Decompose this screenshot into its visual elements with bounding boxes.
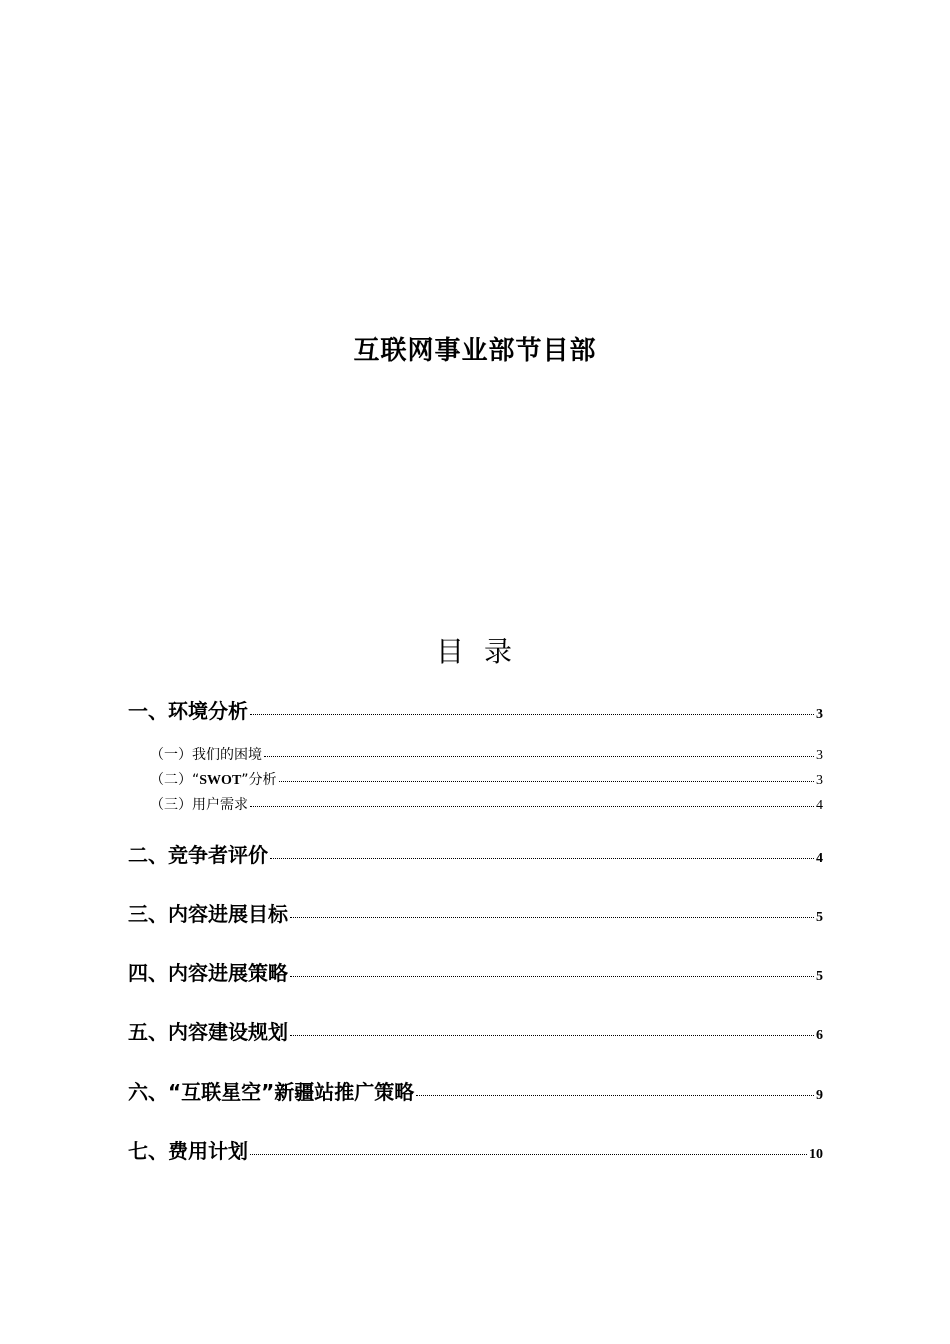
toc-entry-label (150, 769, 277, 789)
toc-entry-user-needs[interactable] (128, 794, 823, 814)
toc-entry-page: 10 (809, 1147, 823, 1162)
toc-entry-label: 六、“互联星空”新疆站推广策略 (128, 1080, 415, 1104)
toc-entry-content-goals[interactable] (128, 898, 823, 927)
toc-leader-dots (250, 806, 814, 807)
toc-entry-content-planning[interactable] (128, 1016, 823, 1045)
toc-heading (0, 630, 950, 670)
toc-label-suffix: ”分析 (241, 772, 277, 788)
toc-entry-label: 二、竞争者评价 (128, 843, 268, 867)
toc-entry-page: 3 (816, 748, 823, 763)
toc-entry-cost-plan[interactable] (128, 1135, 823, 1164)
toc-entry-label: 七、费用计划 (128, 1139, 248, 1163)
toc-heading-right: 录 (484, 635, 515, 668)
toc-entry-label: 一、环境分析 (128, 699, 248, 723)
toc-entry-environment-analysis[interactable] (128, 695, 823, 724)
toc-leader-dots (250, 1154, 807, 1155)
toc-entry-swot-analysis[interactable] (128, 769, 823, 789)
toc-entry-content-strategy[interactable] (128, 957, 823, 986)
toc-entry-page: 5 (816, 910, 823, 925)
toc-entry-page: 4 (816, 798, 823, 813)
toc-leader-dots (250, 714, 814, 715)
toc-heading-left: 目 (435, 635, 466, 668)
toc-entry-page: 3 (816, 773, 823, 788)
toc-leader-dots (416, 1095, 814, 1096)
toc-entry-label: 五、内容建设规划 (128, 1020, 288, 1044)
toc-entry-page: 5 (816, 969, 823, 984)
toc-leader-dots (290, 1035, 814, 1036)
toc-entry-our-difficulty[interactable] (128, 744, 823, 764)
toc-entry-page: 3 (816, 707, 823, 722)
toc-label-prefix: （二）“ (150, 772, 200, 788)
toc-entry-page: 6 (816, 1028, 823, 1043)
document-title: 互联网事业部节目部 (353, 336, 597, 366)
toc-entry-label: 四、内容进展策略 (128, 961, 288, 985)
toc-leader-dots (264, 756, 814, 757)
toc-entry-promotion-strategy[interactable] (128, 1076, 823, 1105)
toc-leader-dots (279, 781, 814, 782)
toc-entry-label: （一）我们的困境 (150, 747, 262, 763)
toc-entry-label: 三、内容进展目标 (128, 902, 288, 926)
toc-leader-dots (270, 858, 814, 859)
toc-leader-dots (290, 917, 814, 918)
toc-entry-label: （三）用户需求 (150, 797, 248, 813)
toc-leader-dots (290, 976, 814, 977)
toc-label-swot: SWOT (199, 773, 242, 788)
toc-entry-page: 4 (816, 851, 823, 866)
toc-entry-competitor-evaluation[interactable] (128, 839, 823, 868)
toc-entry-page: 9 (816, 1088, 823, 1103)
